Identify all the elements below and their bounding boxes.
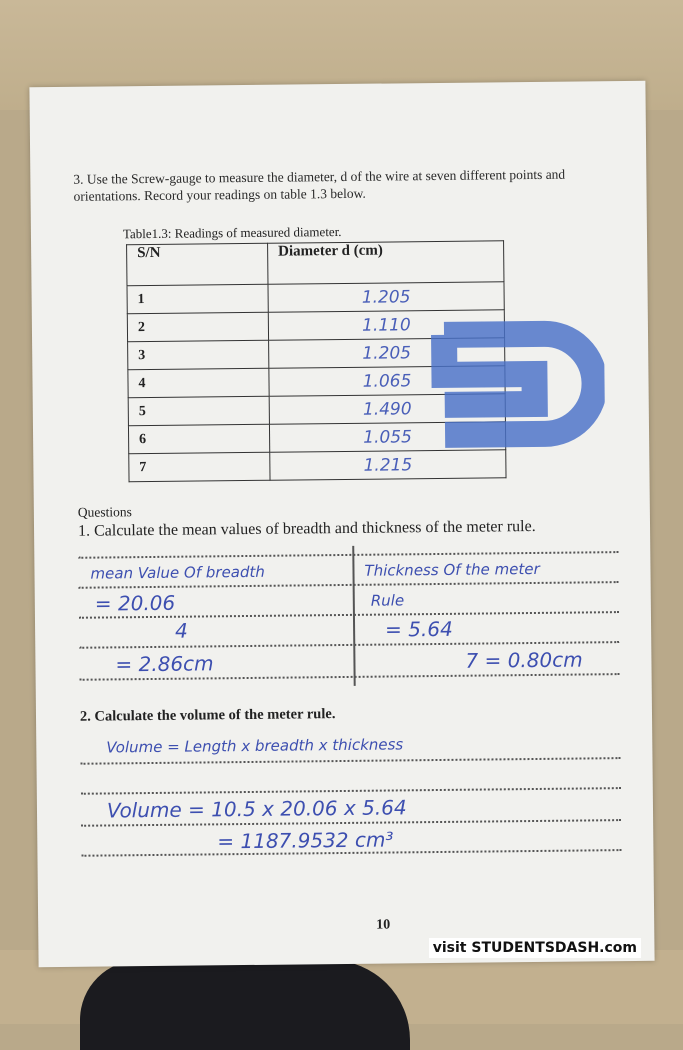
answer-line	[78, 551, 618, 559]
answer-line	[80, 757, 620, 765]
answer-line	[79, 581, 619, 589]
table-header-row	[127, 241, 504, 286]
row-diameter: 1.205	[268, 282, 504, 312]
handwritten-thickness-sum: = 5.64	[384, 616, 453, 642]
handwritten-thickness-label: Thickness Of the meter	[364, 559, 540, 580]
row-diameter: 1.490	[269, 394, 505, 424]
answer-line	[81, 787, 621, 795]
shoe-shadow	[80, 960, 410, 1050]
instruction-text: 3. Use the Screw-gauge to measure the diameter, d of the wire at seven different points and orientations. Record your readings on table 1.3 below.	[73, 166, 566, 204]
answer-divider	[352, 546, 355, 686]
handwritten-rule-label: Rule	[370, 591, 405, 610]
handwritten-thickness-mean: 7 = 0.80cm	[465, 647, 583, 673]
page-number: 10	[376, 917, 391, 933]
row-sn: 3	[128, 340, 269, 369]
handwritten-volume-result: = 1187.9532 cm³	[217, 827, 394, 854]
row-diameter: 1.205	[269, 338, 505, 368]
handwritten-breadth-sum: = 20.06	[94, 590, 176, 616]
handwritten-breadth-label: mean Value Of breadth	[90, 562, 265, 583]
questions-heading: Questions	[77, 504, 132, 520]
table-caption: Table1.3: Readings of measured diameter.	[122, 223, 342, 242]
bleed-through-text	[280, 147, 286, 168]
row-sn: 5	[128, 396, 269, 425]
row-diameter: 1.065	[269, 366, 505, 396]
row-sn: 2	[127, 312, 268, 341]
question-2: 2. Calculate the volume of the meter rule.	[79, 706, 336, 725]
row-sn: 7	[129, 452, 270, 481]
studentsdash-logo-icon	[424, 303, 606, 475]
row-sn: 4	[128, 368, 269, 397]
handwritten-volume-formula: Volume = Length x breadth x thickness	[106, 735, 404, 757]
handwritten-volume-substitution: Volume = 10.5 x 20.06 x 5.64	[106, 795, 407, 823]
row-sn: 6	[128, 424, 269, 453]
handwritten-breadth-divisor: 4	[174, 618, 188, 643]
row-diameter: 1.110	[268, 310, 504, 340]
row-sn: 1	[127, 284, 268, 313]
header-diameter: Diameter d (cm)	[268, 241, 504, 284]
row-diameter: 1.215	[270, 450, 506, 480]
header-sn: S/N	[127, 243, 268, 285]
row-diameter: 1.055	[269, 422, 505, 452]
question-1: 1. Calculate the mean values of breadth and thickness of the meter rule.	[77, 517, 536, 540]
handwritten-breadth-mean: = 2.86cm	[115, 651, 214, 677]
site-watermark: visit STUDENTSDASH.com	[429, 938, 641, 958]
worksheet-page	[29, 81, 654, 967]
